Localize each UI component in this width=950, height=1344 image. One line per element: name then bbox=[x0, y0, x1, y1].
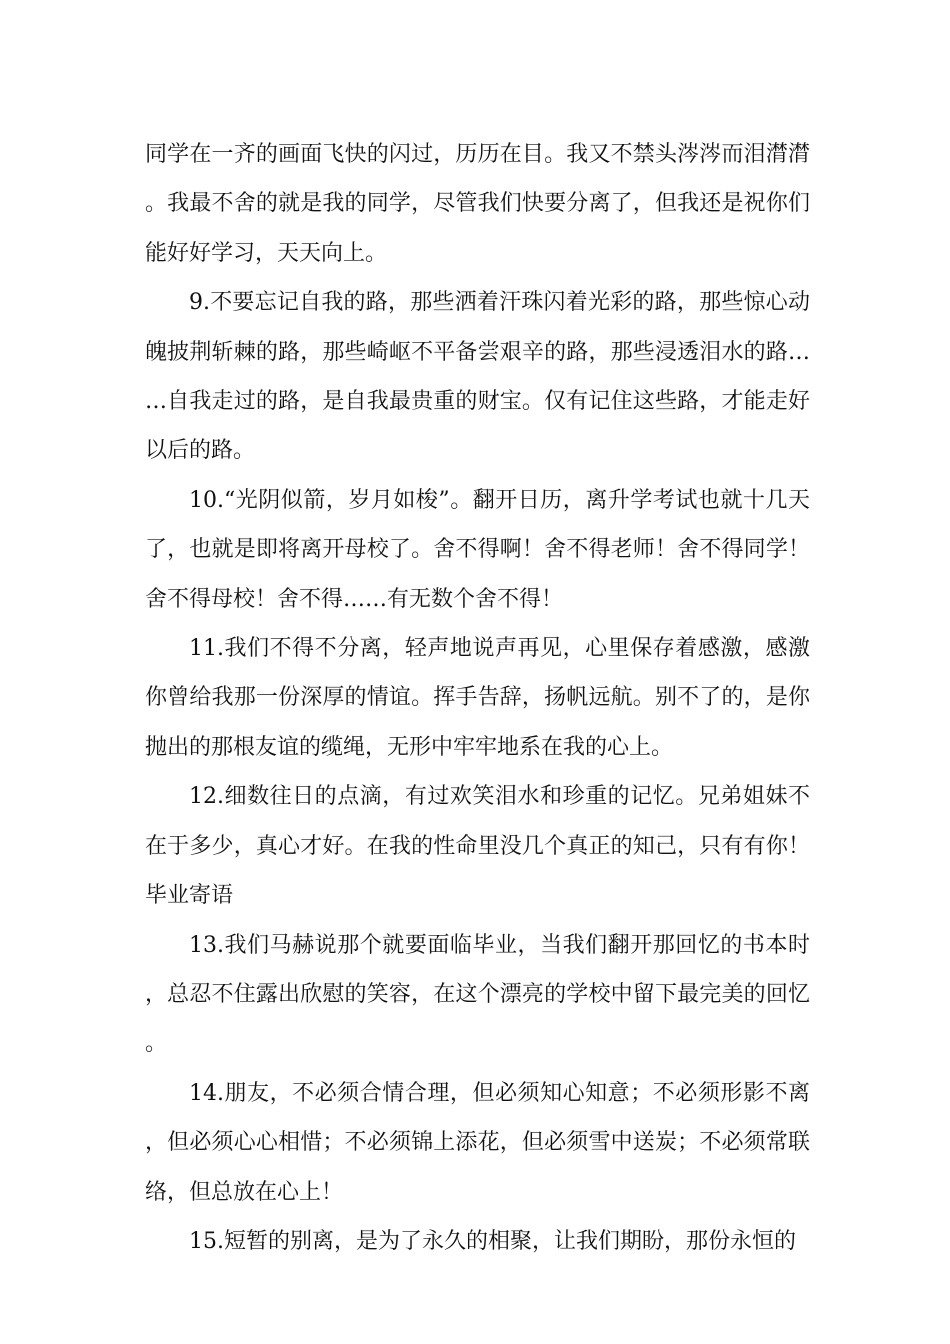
document-body bbox=[145, 130, 810, 1266]
paragraph-item-11: 11.我们不得不分离，轻声地说声再见，心里保存着感激，感激你曾给我那一份深厚的情谊。挥手告辞，扬帆远航。别不了的，是你抛出的那根友谊的缆绳，无形中牢牢地系在我的心上。 bbox=[145, 636, 810, 760]
paragraph-item-13: 13.我们马赫说那个就要面临毕业，当我们翻开那回忆的书本时，总忍不住露出欣慰的笑容，在这个漂亮的学校中留下最完美的回忆。 bbox=[145, 932, 810, 1057]
paragraph-item-15: 15.短暂的别离，是为了永久的相聚，让我们期盼，那份永恒的 bbox=[189, 1228, 796, 1254]
paragraph-item-12: 12.细数往日的点滴，有过欢笑泪水和珍重的记忆。兄弟姐妹不在于多少，真心才好。在我的性命里没几个真正的知己，只有有你！毕业寄语 bbox=[145, 784, 810, 909]
paragraph-item-9: 9.不要忘记自我的路，那些洒着汗珠闪着光彩的路，那些惊心动魄披荆斩棘的路，那些崎岖不平备尝艰辛的路，那些浸透泪水的路……自我走过的路，是自我最贵重的财宝。仅有记住这些路，才能走好以后的路。 bbox=[145, 290, 810, 464]
paragraph-continuation: 同学在一齐的画面飞快的闪过，历历在目。我又不禁头涔涔而泪潸潸。我最不舍的就是我的同学，尽管我们快要分离了，但我还是祝你们能好好学习，天天向上。 bbox=[145, 142, 810, 266]
paragraph-item-10: 10.“光阴似箭，岁月如梭”。翻开日历，离升学考试也就十几天了，也就是即将离开母校了。舍不得啊！舍不得老师！舍不得同学！舍不得母校！舍不得……有无数个舍不得！ bbox=[145, 487, 810, 612]
paragraph-item-14: 14.朋友，不必须合情合理，但必须知心知意；不必须形影不离，但必须心心相惜；不必须锦上添花，但必须雪中送炭；不必须常联络，但总放在心上！ bbox=[145, 1080, 810, 1205]
